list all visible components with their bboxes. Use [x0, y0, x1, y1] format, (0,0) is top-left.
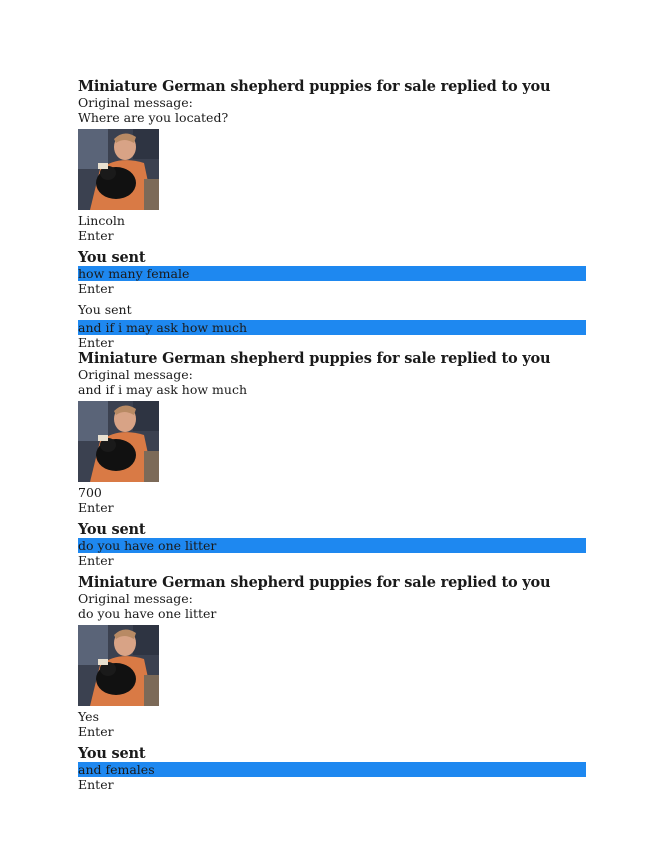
original-message-label: Original message:: [78, 591, 193, 606]
reply-heading: Miniature German shepherd puppies for sale replied to you: [78, 574, 551, 591]
enter-label: Enter: [78, 553, 114, 568]
you-sent-heading: You sent: [78, 249, 146, 266]
sent-message-highlight: and if i may ask how much: [78, 320, 586, 335]
original-message-text: Where are you located?: [78, 110, 229, 125]
reply-heading: Miniature German shepherd puppies for sale replied to you: [78, 350, 551, 367]
you-sent-heading: You sent: [78, 745, 146, 762]
enter-label: Enter: [78, 500, 114, 515]
sender-photo: [78, 401, 159, 482]
you-sent-heading: You sent: [78, 521, 146, 538]
enter-label: Enter: [78, 335, 114, 350]
original-message-text: do you have one litter: [78, 606, 217, 621]
original-message-text: and if i may ask how much: [78, 382, 248, 397]
enter-label: Enter: [78, 777, 114, 792]
sender-photo: [78, 625, 159, 706]
reply-text: Yes: [78, 709, 99, 724]
sent-message-highlight: do you have one litter: [78, 538, 586, 553]
reply-heading: Miniature German shepherd puppies for sale replied to you: [78, 78, 551, 95]
reply-text: Lincoln: [78, 213, 125, 228]
sent-message-highlight: how many female: [78, 266, 586, 281]
enter-label: Enter: [78, 228, 114, 243]
original-message-label: Original message:: [78, 367, 193, 382]
original-message-label: Original message:: [78, 95, 193, 110]
sent-message-highlight: and females: [78, 762, 586, 777]
enter-label: Enter: [78, 724, 114, 739]
enter-label: Enter: [78, 281, 114, 296]
sender-photo: [78, 129, 159, 210]
reply-text: 700: [78, 485, 102, 500]
you-sent-label: You sent: [78, 302, 132, 317]
document-page: [78, 78, 586, 792]
